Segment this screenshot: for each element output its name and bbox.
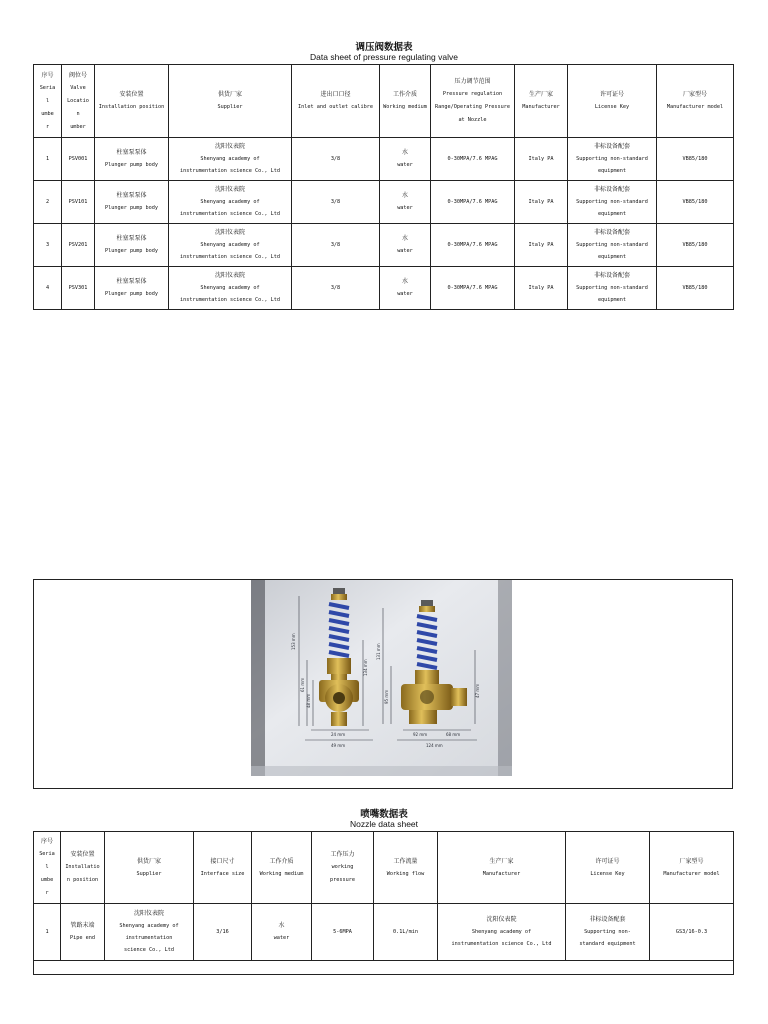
cell-pressure: 5-6MPA [312, 904, 374, 961]
header-model: 厂家型号 Manufacturer model [657, 65, 734, 138]
cell-supplier: 沈阳仪表院 Shenyang academy of instrumentation science Co., Ltd [105, 904, 194, 961]
cell-tag: PSV201 [62, 224, 95, 267]
header-model: 厂家型号 Manufacturer model [650, 832, 734, 904]
cell-license: 非标设备配套 Supporting non- standard equipment [566, 904, 650, 961]
cell-serial: 3 [34, 224, 62, 267]
header-serial: 序号 Seria l umbe r [34, 65, 62, 138]
header-license: 许可证号 License Key [566, 832, 650, 904]
dimension-label: 134 mm [363, 659, 368, 676]
valve-data-table [33, 64, 734, 310]
cell-interface: 3/8 [292, 138, 380, 181]
cell-pressure: 0-30MPA/7.6 MPAG [431, 224, 515, 267]
nozzle-data-table [33, 831, 734, 975]
dimension-label: 124 mm [426, 743, 443, 748]
table-row [34, 224, 734, 267]
header-pressure-range: 压力调节范围 Pressure regulation Range/Operating Pressure at Nozzle [431, 65, 515, 138]
cell-flow: 0.1L/min [374, 904, 438, 961]
table-row [34, 267, 734, 310]
cell-tag: PSV301 [62, 267, 95, 310]
cell-supplier: 沈阳仪表院 Shenyang academy of instrumentation science Co., Ltd [169, 181, 292, 224]
dimension-label: 68 mm [446, 732, 461, 737]
header-working-flow: 工作流量 Working flow [374, 832, 438, 904]
cell-serial: 1 [34, 904, 61, 961]
cell-medium: 水 water [380, 224, 431, 267]
header-medium: 工作介质 Working medium [380, 65, 431, 138]
cell-serial: 2 [34, 181, 62, 224]
cell-pressure: 0-30MPA/7.6 MPAG [431, 267, 515, 310]
dimension-label: 49 mm [331, 743, 346, 748]
cell-interface: 3/8 [292, 181, 380, 224]
valve-drawing [251, 580, 512, 776]
cell-install: 管路末端 Pipe end [61, 904, 105, 961]
header-working-pressure: 工作压力 working pressure [312, 832, 374, 904]
header-valve-tag: 阀位号 Valve Locatio n umber [62, 65, 95, 138]
cell-pressure: 0-30MPA/7.6 MPAG [431, 181, 515, 224]
cell-model: VB85/180 [657, 138, 734, 181]
cell-pressure: 0-30MPA/7.6 MPAG [431, 138, 515, 181]
empty-cell [34, 961, 734, 975]
cell-install: 柱塞泵泵体 Plunger pump body [95, 181, 169, 224]
header-supplier: 供货厂家 Supplier [105, 832, 194, 904]
cell-model: VB85/180 [657, 267, 734, 310]
cell-serial: 1 [34, 138, 62, 181]
cell-medium: 水 water [252, 904, 312, 961]
header-manufacturer: 生产厂家 Manufacturer [438, 832, 566, 904]
cell-supplier: 沈阳仪表院 Shenyang academy of instrumentation science Co., Ltd [169, 138, 292, 181]
header-install-position: 安装位置 Installation position [95, 65, 169, 138]
dimension-label: 92 mm [413, 732, 428, 737]
cell-medium: 水 water [380, 138, 431, 181]
valve-sheet-title-cn: 调压阀数据表 [355, 42, 413, 53]
dimension-label: 131 mm [376, 643, 381, 660]
header-serial: 序号 Seria l umbe r [34, 832, 61, 904]
cell-supplier: 沈阳仪表院 Shenyang academy of instrumentation science Co., Ltd [169, 224, 292, 267]
cell-supplier: 沈阳仪表院 Shenyang academy of instrumentation science Co., Ltd [169, 267, 292, 310]
table-row [34, 181, 734, 224]
cell-tag: PSV001 [62, 138, 95, 181]
cell-tag: PSV101 [62, 181, 95, 224]
header-interface: 进出口口径 Inlet and outlet calibre [292, 65, 380, 138]
cell-license: 非标设备配套 Supporting non-standard equipment [568, 224, 657, 267]
cell-serial: 4 [34, 267, 62, 310]
cell-medium: 水 water [380, 267, 431, 310]
nozzle-sheet-title-cn: 喷嘴数据表 [360, 809, 408, 820]
table-row [34, 904, 734, 961]
cell-install: 柱塞泵泵体 Plunger pump body [95, 267, 169, 310]
dimension-label: 48 mm [306, 693, 311, 708]
header-install-position: 安装位置 Installatio n position [61, 832, 105, 904]
cell-interface: 3/16 [194, 904, 252, 961]
valve-sheet-title-en: Data sheet of pressure regulating valve [310, 52, 458, 62]
table-row [34, 138, 734, 181]
cell-model: VB85/180 [657, 224, 734, 267]
cell-license: 非标设备配套 Supporting non-standard equipment [568, 267, 657, 310]
header-supplier: 供货厂家 Supplier [169, 65, 292, 138]
cell-model: GS3/16-0.3 [650, 904, 734, 961]
valve-drawing-photo [251, 580, 512, 776]
dimension-label: 24 mm [331, 732, 346, 737]
cell-manufacturer: Italy PA [515, 138, 568, 181]
header-medium: 工作介质 Working medium [252, 832, 312, 904]
header-license: 许可证号 License Key [568, 65, 657, 138]
cell-interface: 3/8 [292, 224, 380, 267]
cell-install: 柱塞泵泵体 Plunger pump body [95, 224, 169, 267]
nozzle-sheet-title-en: Nozzle data sheet [349, 819, 419, 829]
dimension-label: 95 mm [384, 689, 389, 704]
cell-manufacturer: Italy PA [515, 267, 568, 310]
dimension-label: 61 mm [300, 677, 305, 692]
nozzle-header-row [34, 832, 734, 904]
cell-manufacturer: Italy PA [515, 224, 568, 267]
header-interface-size: 接口尺寸 Interface size [194, 832, 252, 904]
cell-license: 非标设备配套 Supporting non-standard equipment [568, 181, 657, 224]
valve-header-row [34, 65, 734, 138]
header-manufacturer: 生产厂家 Manufacturer [515, 65, 568, 138]
dimension-label: 47 mm [475, 683, 480, 698]
dimension-label: 153 mm [291, 633, 296, 650]
empty-row [34, 961, 734, 975]
cell-manufacturer: Italy PA [515, 181, 568, 224]
cell-model: VB85/180 [657, 181, 734, 224]
cell-license: 非标设备配套 Supporting non-standard equipment [568, 138, 657, 181]
cell-install: 柱塞泵泵体 Plunger pump body [95, 138, 169, 181]
cell-medium: 水 water [380, 181, 431, 224]
cell-manufacturer: 沈阳仪表院 Shenyang academy of instrumentation science Co., Ltd [438, 904, 566, 961]
cell-interface: 3/8 [292, 267, 380, 310]
